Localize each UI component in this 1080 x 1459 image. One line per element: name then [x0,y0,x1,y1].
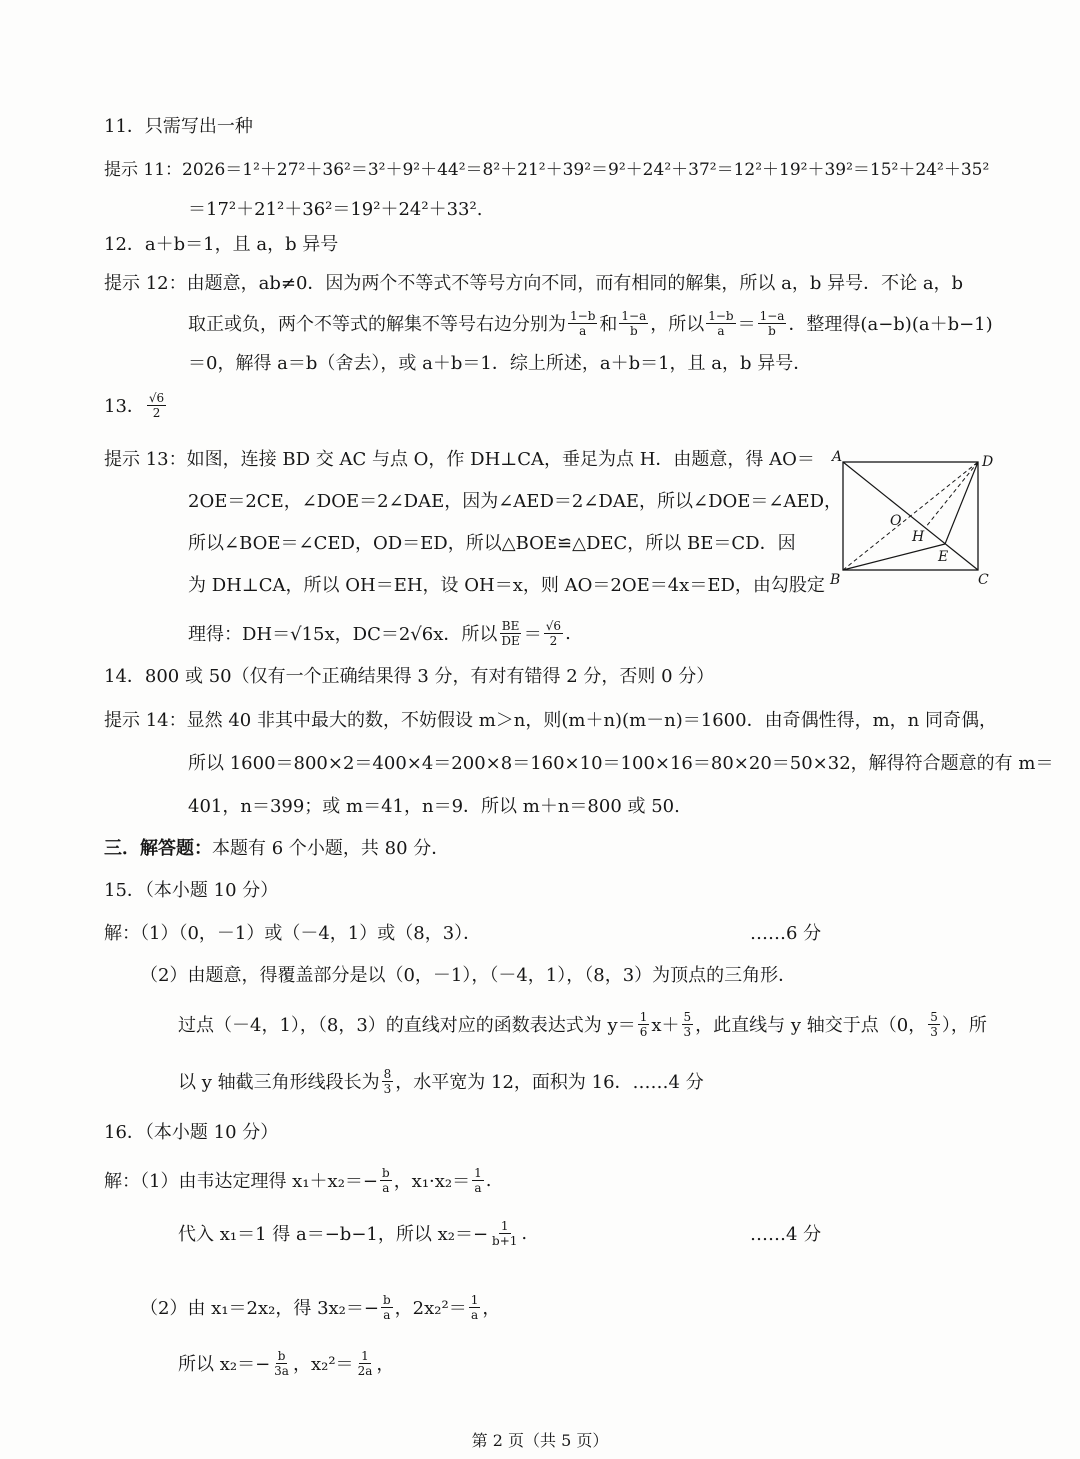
fraction-numerator: 1−a [759,308,785,323]
text-segment: . [521,1222,528,1244]
fraction [638,1010,650,1039]
fraction-denominator: a [717,323,725,338]
segment-de [945,462,978,544]
section-description: 本题有 6 个小题，共 80 分． [212,838,450,859]
fraction-numerator: 8 [383,1066,392,1081]
fraction-numerator: b [382,1165,390,1180]
fraction-numerator: 1 [361,1348,369,1363]
q13-geometry-figure [828,448,1004,590]
text-segment: ，x₂²＝ [292,1354,354,1375]
fraction [706,309,735,338]
section-title: 三．解答题： [104,838,212,859]
q15-header: 15．（本小题 10 分） [104,880,279,901]
fraction-denominator: 3 [683,1024,692,1039]
text-segment: 所以 x₂＝− [178,1354,271,1375]
fraction [469,1293,481,1322]
fraction-denominator: a [470,1307,479,1322]
q14-hint-3: 401，n＝399；或 m＝41，n＝9．所以 m＋n＝800 或 50. [188,796,680,817]
text-segment: 解：（1）由韦达定理得 x₁＋x₂＝− [104,1171,378,1192]
text-segment: ， [482,1298,501,1319]
q12-hint: 提示 12：由题意，ab≠0．因为两个不等式不等号方向不同，而有相同的解集，所以 a，b 异号．不论 a，b [104,273,964,294]
fraction-denominator: 2 [549,633,558,648]
segment-dh-dashed [925,462,978,528]
section-heading [104,827,449,867]
q12-answer: 12．a＋b＝1，且 a，b 异号 [104,234,339,255]
fraction-denominator: 3a [274,1363,289,1378]
q13-hint-1: 提示 13：如图，连接 BD 交 AC 与点 O，作 DH⊥CA，垂足为点 H．由题意，得 AO＝ [104,449,815,470]
q16-part1-continued [178,1213,527,1253]
label-h: H [912,529,925,545]
q13-hint-2: 2OE＝2CE，∠DOE＝2∠DAE，因为∠AED＝2∠DAE，所以∠DOE＝∠AED， [188,491,843,512]
q14-hint-2: 所以 1600＝800×2＝400×4＝200×8＝160×10＝100×16＝80×20＝50×32，解得符合题意的有 m＝ [188,753,1054,774]
q15-part2: （2）由题意，得覆盖部分是以（0，－1），（－4，1），（8，3）为顶点的三角形． [140,965,797,986]
fraction-denominator: a [579,323,587,338]
q16-part2-continued [178,1343,394,1383]
segment-be [843,544,945,570]
fraction [490,1219,519,1248]
fraction [147,391,166,420]
fraction [682,1010,694,1039]
fraction [619,309,648,338]
text-segment: 理得：DH＝√15x，DC＝2√6x．所以 [188,624,498,645]
fraction-numerator: 1 [500,1218,509,1233]
text-segment: . [485,1169,492,1191]
text-segment: ，水平宽为 12，面积为 16．……4 分 [395,1072,704,1093]
q16-header: 16．（本小题 10 分） [104,1122,279,1143]
fraction-numerator: 1−a [621,308,647,323]
q15-part1: 解：（1）（0，－1）或（－4，1）或（8，3）． [104,923,482,944]
fraction [380,1166,392,1195]
page-footer: 第 2 页（共 5 页） [471,1430,609,1450]
q13-hint-3: 所以∠BOE＝∠CED，OD＝ED，所以△BOE≌△DEC，所以 BE＝CD．因 [188,533,796,554]
q13-hint-4: 为 DH⊥CA，所以 OH＝EH，设 OH＝x，则 AO＝2OE＝4x＝ED，由勾股定 [188,575,825,596]
fraction-denominator: DE [501,633,520,648]
fraction [272,1349,291,1378]
text-segment: （2）由 x₁＝2x₂，得 3x₂＝− [140,1298,379,1319]
q11-hint: 提示 11：2026＝1²＋27²＋36²＝3²＋9²＋44²＝8²＋21²＋39²＝9²＋24²＋37²＝12²＋19²＋39²＝15²＋24²＋35² [104,159,990,180]
q13-hint-5 [188,613,571,653]
text-segment: ＝ [523,624,542,645]
fraction [544,619,563,648]
text-segment: 以 y 轴截三角形线段长为 [178,1072,380,1093]
text-segment: ，此直线与 y 轴交于点（0， [695,1015,927,1036]
q11-hint-continued: ＝17²＋21²＋36²＝19²＋24²＋33². [188,199,483,220]
fraction [499,619,521,648]
fraction-denominator: 2 [152,405,161,420]
q16-part1-score: ……4 分 [750,1224,822,1245]
fraction [382,1067,394,1096]
text-segment: ．整理得(a−b)(a＋b−1) [788,314,993,335]
fraction-denominator: 3 [930,1024,938,1039]
q15-part2-continued-2 [178,1061,704,1101]
fraction-numerator: 1−b [570,308,596,323]
fraction [928,1010,940,1039]
text-segment: 和 [599,314,618,335]
label-b: B [830,572,841,588]
q11-answer: 11．只需写出一种 [104,116,253,137]
fraction-denominator: a [382,1180,390,1195]
fraction-numerator: 5 [930,1009,938,1024]
text-segment: ，所以 [650,314,705,335]
label-d: D [982,454,994,470]
fraction-denominator: 2a [357,1363,373,1378]
fraction [472,1166,484,1195]
fraction-numerator: b [382,1292,391,1307]
fraction-numerator: 1 [470,1292,479,1307]
q16-part1 [104,1160,492,1200]
text-segment: 过点（－4，1），（8，3）的直线对应的函数表达式为 y＝ [178,1015,636,1036]
fraction-numerator: 1 [639,1009,648,1024]
fraction-denominator: 3 [383,1081,392,1096]
question-number: 13． [104,396,145,417]
fraction-numerator: 1−b [708,308,734,323]
q15-part2-continued-1 [178,1004,987,1044]
fraction-numerator: BE [501,618,520,633]
q12-hint-continued-1 [188,303,993,343]
q13-answer [104,385,168,425]
text-segment: x＋ [651,1015,680,1036]
text-segment: 取正或负，两个不等式的解集不等号右边分别为 [188,314,566,335]
fraction [568,309,597,338]
q16-part2 [140,1287,500,1327]
fraction-denominator: b [768,323,776,338]
q12-hint-continued-2: ＝0，解得 a＝b（舍去），或 a＋b＝1．综上所述，a＋b＝1，且 a，b 异号． [188,353,812,374]
text-segment: ，2x₂²＝ [394,1298,467,1319]
fraction-numerator: 5 [683,1009,692,1024]
label-e: E [938,549,949,565]
fraction-denominator: 6 [639,1024,648,1039]
text-segment: ， [376,1354,395,1375]
fraction-denominator: b+1 [492,1233,518,1248]
text-segment: ＝ [737,314,756,335]
fraction-numerator: √6 [545,618,562,633]
fraction [381,1293,393,1322]
text-segment: . [565,622,571,644]
text-segment: 代入 x₁＝1 得 a＝−b−1，所以 x₂＝− [178,1224,489,1245]
text-segment: ），所 [941,1015,987,1036]
q15-part1-score: ……6 分 [750,923,822,944]
label-c: C [978,572,989,588]
fraction-numerator: √6 [148,390,165,405]
label-o: O [890,513,902,529]
fraction-numerator: b [277,1348,286,1363]
q14-hint-1: 提示 14：显然 40 非其中最大的数，不妨假设 m＞n，则(m＋n)(m－n)＝1600．由奇偶性得，m，n 同奇偶， [104,710,997,731]
fraction-denominator: a [383,1307,391,1322]
fraction [758,309,787,338]
label-a: A [832,449,843,465]
fraction-denominator: b [629,323,638,338]
fraction-denominator: a [474,1180,482,1195]
q14-answer: 14．800 或 50（仅有一个正确结果得 3 分，有对有错得 2 分，否则 0 分） [104,666,715,687]
text-segment: ，x₁·x₂＝ [393,1171,471,1192]
fraction-numerator: 1 [474,1165,482,1180]
fraction [356,1349,375,1378]
